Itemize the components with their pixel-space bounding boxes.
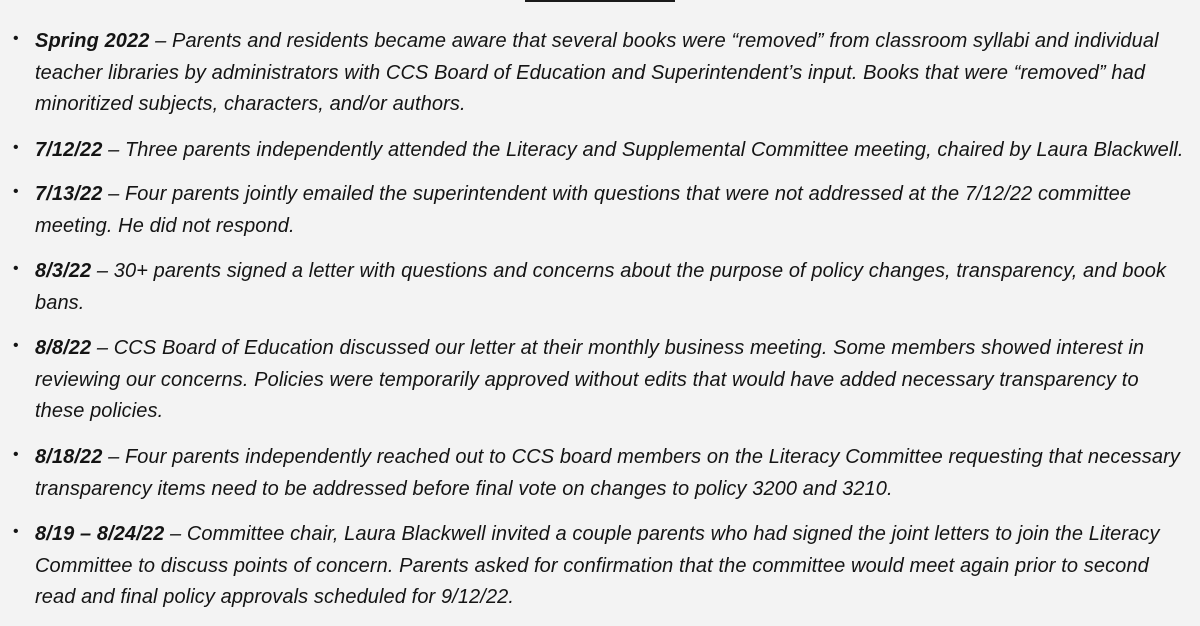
entry-text — [35, 519, 1185, 614]
bullet-icon: • — [13, 30, 19, 47]
entry-description: – Committee chair, Laura Blackwell invited a couple parents who had signed the joint letters to join the Literacy Committee to discuss points of concern. Parents asked for confirmation that the committee would meet again prior to second read and final policy approvals scheduled for 9/12/22. — [35, 523, 1160, 608]
entry-description: – Four parents independently reached out to CCS board members on the Literacy Committee requesting that necessary transparency items need to be addressed before final vote on changes to policy 3200 and 3210. — [35, 446, 1180, 500]
entry-description: – Four parents jointly emailed the superintendent with questions that were not addressed at the 7/12/22 committee meeting. He did not respond. — [35, 183, 1132, 237]
entry-description: – 30+ parents signed a letter with questions and concerns about the purpose of policy changes, transparency, and book bans. — [35, 260, 1167, 314]
entry-date: 8/19 – 8/24/22 — [35, 523, 165, 545]
top-divider — [525, 0, 675, 2]
entry-text — [35, 26, 1185, 121]
entry-date: 7/13/22 — [35, 183, 103, 205]
bullet-icon: • — [13, 446, 19, 463]
entry-date: 7/12/22 — [35, 139, 103, 161]
entry-description: – Parents and residents became aware that several books were “removed” from classroom syllabi and individual teacher libraries by administrators with CCS Board of Education and Superintendent’s input. Books that were “removed” had minoritized subjects, characters, and/or authors. — [35, 30, 1159, 115]
entry-text — [35, 135, 1185, 167]
entry-date: 8/18/22 — [35, 446, 103, 468]
entry-description: – Three parents independently attended the Literacy and Supplemental Committee meeting, chaired by Laura Blackwell. — [102, 139, 1184, 161]
entry-text — [35, 442, 1185, 505]
entry-description: – CCS Board of Education discussed our letter at their monthly business meeting. Some members showed interest in reviewing our concerns. Policies were temporarily approved without edits that would have added necessary transparency to these policies. — [35, 337, 1145, 422]
bullet-icon: • — [13, 260, 19, 277]
entry-text — [35, 256, 1185, 319]
entry-date: Spring 2022 — [35, 30, 150, 52]
entry-date: 8/8/22 — [35, 337, 92, 359]
bullet-icon: • — [13, 183, 19, 200]
bullet-icon: • — [13, 337, 19, 354]
entry-text — [35, 179, 1185, 242]
entry-date: 8/3/22 — [35, 260, 92, 282]
entry-text — [35, 333, 1185, 428]
bullet-icon: • — [13, 139, 19, 156]
bullet-icon: • — [13, 523, 19, 540]
